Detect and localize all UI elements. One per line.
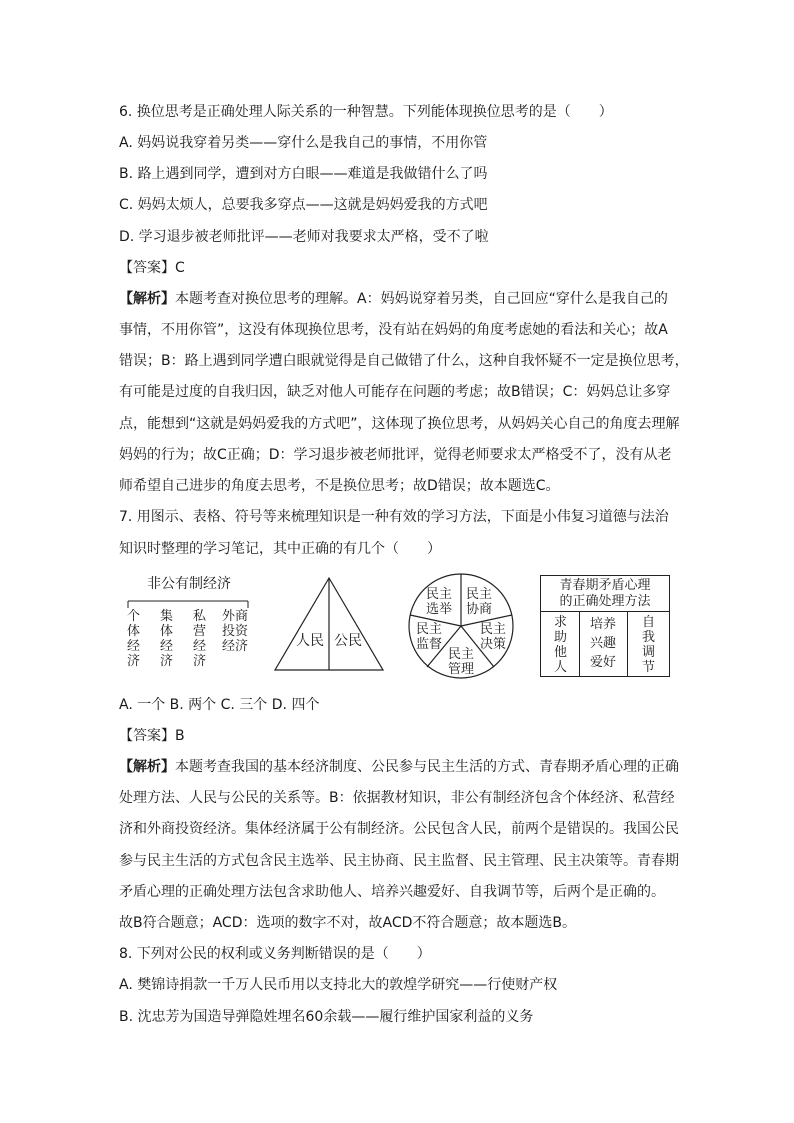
question-6-analysis-line: 事情，不用你管”，这没有体现换位思考，没有站在妈妈的角度考虑她的看法和关心；故A (119, 322, 668, 338)
question-7-analysis-line (119, 757, 679, 777)
question-8-option-a: A. 樊锦诗捐款一千万人民币用以支持北大的敦煌学研究——行使财产权 (119, 977, 558, 993)
table-divider (579, 611, 580, 676)
question-6-analysis-line: 师希望自己进步的角度去思考，不是换位思考；故D错误；故本题选C。 (119, 478, 560, 494)
analysis-text: 本题考查对换位思考的理解。A：妈妈说穿着另类，自己回应“穿什么是我自己的 (175, 291, 668, 307)
question-6-answer: 【答案】C (119, 260, 185, 276)
figure-item: 集体经济 (159, 609, 173, 669)
question-6-analysis-line: 错误；B：路上遇到同学遭白眼就觉得是自己做错了什么，这种自我怀疑不一定是换位思考， (119, 353, 689, 369)
question-6-analysis-line: 点，能想到“这就是妈妈爱我的方式吧”，这体现了换位思考，从妈妈关心自己的角度去理解 (119, 416, 680, 432)
pie-segment-label: 民主 决策 (479, 622, 506, 652)
table-cell: 求助他人 (553, 615, 567, 675)
analysis-label: 【解析】 (119, 291, 175, 307)
question-7-analysis-line: 故B符合题意；ACD：选项的数字不对，故ACD不符合题意；故本题选B。 (119, 915, 576, 931)
question-6-analysis-line: 有可能是过度的自我归因，缺乏对他人可能存在问题的考虑；故B错误；C：妈妈总让多穿 (119, 384, 671, 400)
table-title: 青春期矛盾心理 的正确处理方法 (559, 578, 651, 609)
table-divider (627, 611, 628, 676)
question-7-answer: 【答案】B (119, 728, 185, 744)
table-divider (541, 611, 669, 612)
analysis-label: 【解析】 (119, 759, 175, 775)
question-8-stem: 8. 下列对公民的权利或义务判断错误的是（ ） (119, 946, 431, 962)
question-6-option-a: A. 妈妈说我穿着另类——穿什么是我自己的事情，不用你管 (119, 135, 488, 151)
question-6-option-c: C. 妈妈太烦人，总要我多穿点——这就是妈妈爱我的方式吧 (119, 197, 488, 213)
figure-adolescence-table (540, 575, 670, 677)
figure-title: 非公有制经济 (147, 576, 231, 592)
figure-democracy-pie (405, 572, 517, 680)
question-7-analysis-line: 济和外商投资经济。集体经济属于公有制经济。公民包含人民，前两个是错误的。我国公民 (119, 821, 679, 837)
figure-item: 外商投资经济 (221, 609, 248, 654)
question-7-analysis-line: 矛盾心理的正确处理方法包含求助他人、培养兴趣爱好、自我调节等，后两个是正确的。 (119, 884, 665, 900)
pie-segment-label: 民主 协商 (465, 587, 492, 617)
question-6-stem: 6. 换位思考是正确处理人际关系的一种智慧。下列能体现换位思考的是（ ） (119, 104, 613, 120)
figure-item: 个体经济 (126, 609, 140, 669)
question-7-stem: 知识时整理的学习笔记，其中正确的有几个（ ） (119, 541, 441, 557)
question-6-option-d: D. 学习退步被老师批评——老师对我要求太严格，受不了啦 (119, 229, 489, 245)
table-cell: 自我调节 (641, 615, 655, 675)
triangle-right-label: 公民 (334, 633, 362, 649)
question-6-analysis-line (119, 289, 668, 309)
question-7-analysis-line: 处理方法、人民与公民的关系等。B：依据教材知识，非公有制经济包含个体经济、私营经 (119, 790, 675, 806)
pie-segment-label: 民主 管理 (447, 647, 474, 677)
triangle-left-label: 人民 (296, 633, 324, 649)
triangle-shape (273, 576, 385, 672)
figure-people-citizen-triangle (273, 576, 385, 672)
figure-item: 私营经济 (192, 609, 206, 669)
analysis-text: 本题考查我国的基本经济制度、公民参与民主生活的方式、青春期矛盾心理的正确 (175, 759, 679, 775)
figure-non-public-economy (118, 574, 260, 676)
question-7-analysis-line: 参与民主生活的方式包含民主选举、民主协商、民主监督、民主管理、民主决策等。青春期 (119, 853, 679, 869)
question-6-option-b: B. 路上遇到同学，遭到对方白眼——难道是我做错什么了吗 (119, 166, 488, 182)
pie-segment-label: 民主 选举 (425, 587, 452, 617)
pie-segment-label: 民主 监督 (415, 622, 442, 652)
question-7-options: A. 一个 B. 两个 C. 三个 D. 四个 (119, 697, 320, 713)
table-cell: 培养兴趣爱好 (589, 617, 616, 670)
question-7-stem: 7. 用图示、表格、符号等来梳理知识是一种有效的学习方法，下面是小伟复习道德与法治 (119, 509, 669, 525)
question-6-analysis-line: 妈妈的行为；故C正确；D：学习退步被老师批评，觉得老师要求太严格受不了，没有从老 (119, 447, 672, 463)
question-8-option-b: B. 沈忠芳为国造导弹隐姓埋名60余载——履行维护国家利益的义务 (119, 1009, 534, 1025)
